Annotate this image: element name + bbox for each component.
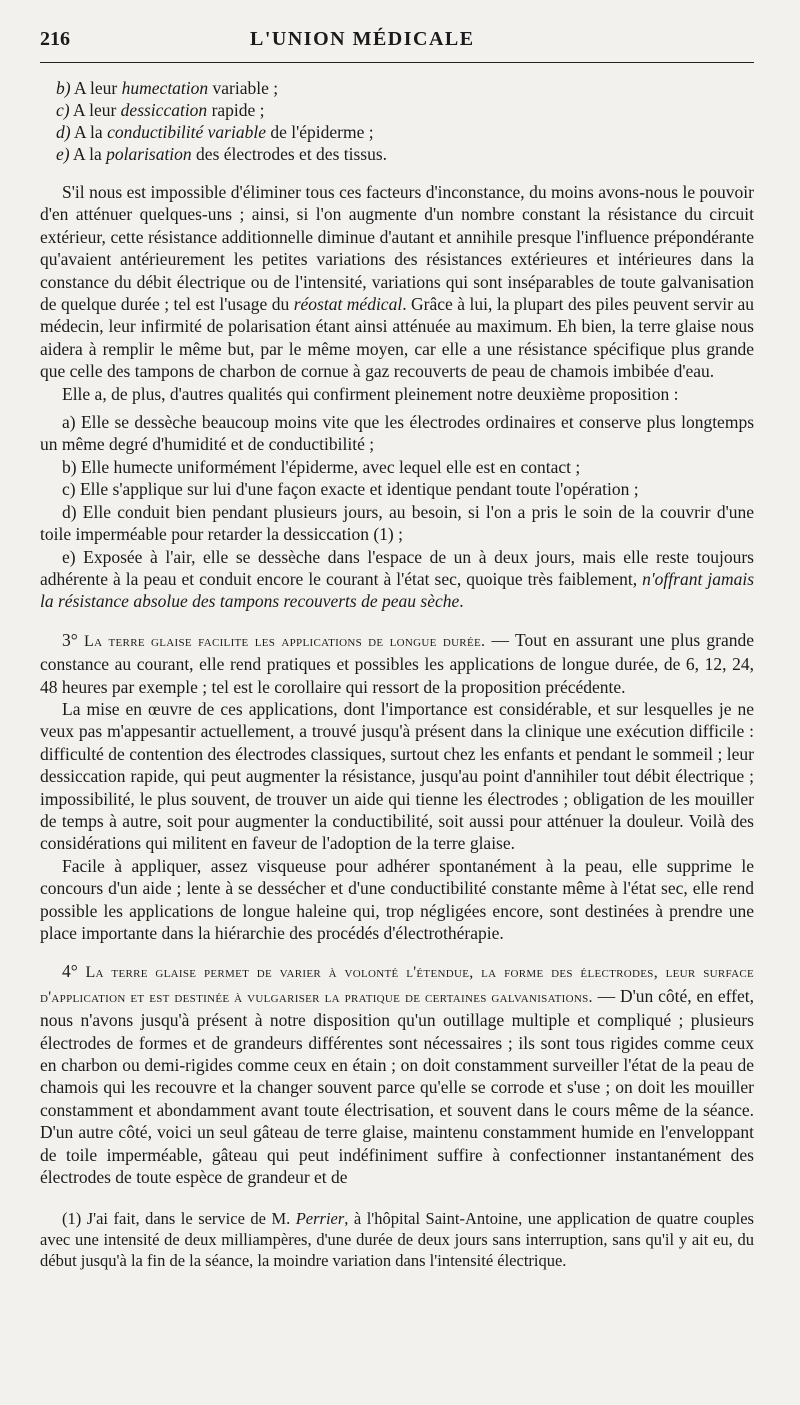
section-4: 4° La terre glaise permet de varier à volonté l'étendue, la forme des électrodes, leur surface d'application et est destinée à vulgariser la pratique de certaines galvanisations. — D'un côté, en effet, nous n'avons jusqu'à présent à notre disposition qu'un outillage multiple et compliqué ; plusieurs électrodes de formes et de grandeurs différentes sont nécessaires ; ils sont tous rigides comme ceux en charbon ou demi-rigides comme ceux en étain ; on doit constamment surveiller l'état de la peau de chamois qui les recouvre et la changer souvent parce qu'elle se corrode et s'use ; on doit les mouiller constamment et abondamment avant toute électrisation, et souvent dans le cours même de la séance. D'un autre côté, voici un seul gâteau de terre glaise, maintenu constamment humide en l'enveloppant de toile imperméable, gâteau qui peut indéfiniment suffire à confectionner instantanément des électrodes de toute espèce de grandeur et de bbox=[40, 961, 754, 1188]
paragraph-easy-to-apply: Facile à appliquer, assez visqueuse pour adhérer spontanément à la peau, elle supprime le concours d'un aide ; lente à se dessécher et d'une conductibilité constante même à l'état sec, elle rend possible les applications de longue haleine qui, trop négligées encore, sont destinées à prendre une place importante dans la hiérarchie des procédés d'électrothérapie. bbox=[40, 855, 754, 943]
paragraph-applications: La mise en œuvre de ces applications, dont l'importance est considérable, et sur lesquelles je ne veux pas m'appesantir actuellement, a trouvé jusqu'à présent dans la clinique une exécution difficile : difficulté de contention des électrodes classiques, surtout chez les enfants et pendant le sommeil ; leur dessiccation rapide, qui peut augmenter la résistance, jusqu'au point d'annihiler tout débit électrique ; impossibilité, le plus souvent, de trouver un aide qui tienne les électrodes ; obligation de les mouiller de temps à autre, soit pour augmenter la conductibilité, soit aussi pour atténuer la douleur. Voilà des considérations qui militent en faveur de l'adoption de la terre glaise. bbox=[40, 698, 754, 854]
footnote-1: (1) J'ai fait, dans le service de M. Perrier, à l'hôpital Saint-Antoine, une application de quatre couples avec une intensité de deux milliampères, d'une durée de deux jours sans interruption, sans qu'il y ait eu, du début jusqu'à la fin de la séance, la moindre variation dans l'intensité électrique. bbox=[40, 1209, 754, 1271]
section-4-heading: La terre glaise permet de varier à volonté l'étendue, la forme des électrodes, leur surface d'application et est destinée à vulgariser la pratique de certaines galvanisations. bbox=[40, 964, 754, 1006]
paragraph-other-qualities: Elle a, de plus, d'autres qualités qui confirment pleinement notre deuxième proposition : bbox=[62, 383, 679, 404]
factor-item-c: c) A leur dessiccation rapide ; bbox=[56, 100, 265, 120]
factor-item-b: b) A leur humectation variable ; bbox=[56, 78, 279, 98]
quality-item-a: a) Elle se dessèche beaucoup moins vite que les électrodes ordinaires et conserve plus longtemps un même degré d'humidité et de conductibilité ; bbox=[40, 412, 754, 455]
journal-title: L'UNION MÉDICALE bbox=[250, 28, 475, 50]
paragraph-rheostat: S'il nous est impossible d'éliminer tous ces facteurs d'inconstance, du moins avons-nous le pouvoir d'en atténuer quelques-uns ; ainsi, si l'on augmente d'un nombre constant la résistance du circuit extérieur, cette résistance additionnelle diminue d'autant et annihile presque l'influence prépondérante qu'avaient antérieurement les petites variations des résistances extérieures et intérieures dans la constance du débit électrique ou de l'intensité, variations qui sont inséparables de toute galvanisation de quelque durée ; tel est l'usage du réostat médical. Grâce à lui, la plupart des piles peuvent servir au médecin, leur infirmité de polarisation étant ainsi atténuée au maximum. Eh bien, la terre glaise nous aidera à remplir le même but, par le même moyen, car elle a une résistance spécifique plus grande que celle des tampons de charbon de cornue à gaz recouverts de peau de chamois imbibée d'eau. bbox=[40, 182, 754, 382]
page-number: 216 bbox=[40, 28, 70, 50]
quality-item-c: c) Elle s'applique sur lui d'une façon exacte et identique pendant toute l'opération ; bbox=[62, 479, 639, 500]
footnotes bbox=[40, 1208, 754, 1271]
factor-item-d: d) A la conductibilité variable de l'épiderme ; bbox=[56, 122, 374, 142]
quality-item-b: b) Elle humecte uniformément l'épiderme, avec lequel elle est en contact ; bbox=[62, 456, 581, 477]
quality-item-d: d) Elle conduit bien pendant plusieurs jours, au besoin, si l'on a pris le soin de la couvrir d'une toile imperméable pour retarder la dessiccation (1) ; bbox=[40, 501, 754, 545]
quality-item-e: e) Exposée à l'air, elle se dessèche dans l'espace de un à deux jours, mais elle reste toujours adhérente à la peau et conduit encore le courant à l'état sec, quoique très faiblement, n'offrant jamais la résistance absolue des tampons recouverts de peau sèche. bbox=[40, 546, 755, 612]
section-3-heading: La terre glaise facilite les applications de longue durée. bbox=[84, 632, 486, 650]
factor-item-e: e) A la polarisation des électrodes et des tissus. bbox=[56, 144, 388, 164]
factor-list bbox=[40, 77, 754, 165]
running-header bbox=[40, 28, 754, 63]
section-3: 3° La terre glaise facilite les applications de longue durée. — Tout en assurant une plus grande constance au courant, elle rend pratiques et possibles les applications de longue durée, de 6, 12, 24, 48 heures par exemple ; tel est le corollaire qui ressort de la proposition précédente. bbox=[40, 629, 755, 697]
